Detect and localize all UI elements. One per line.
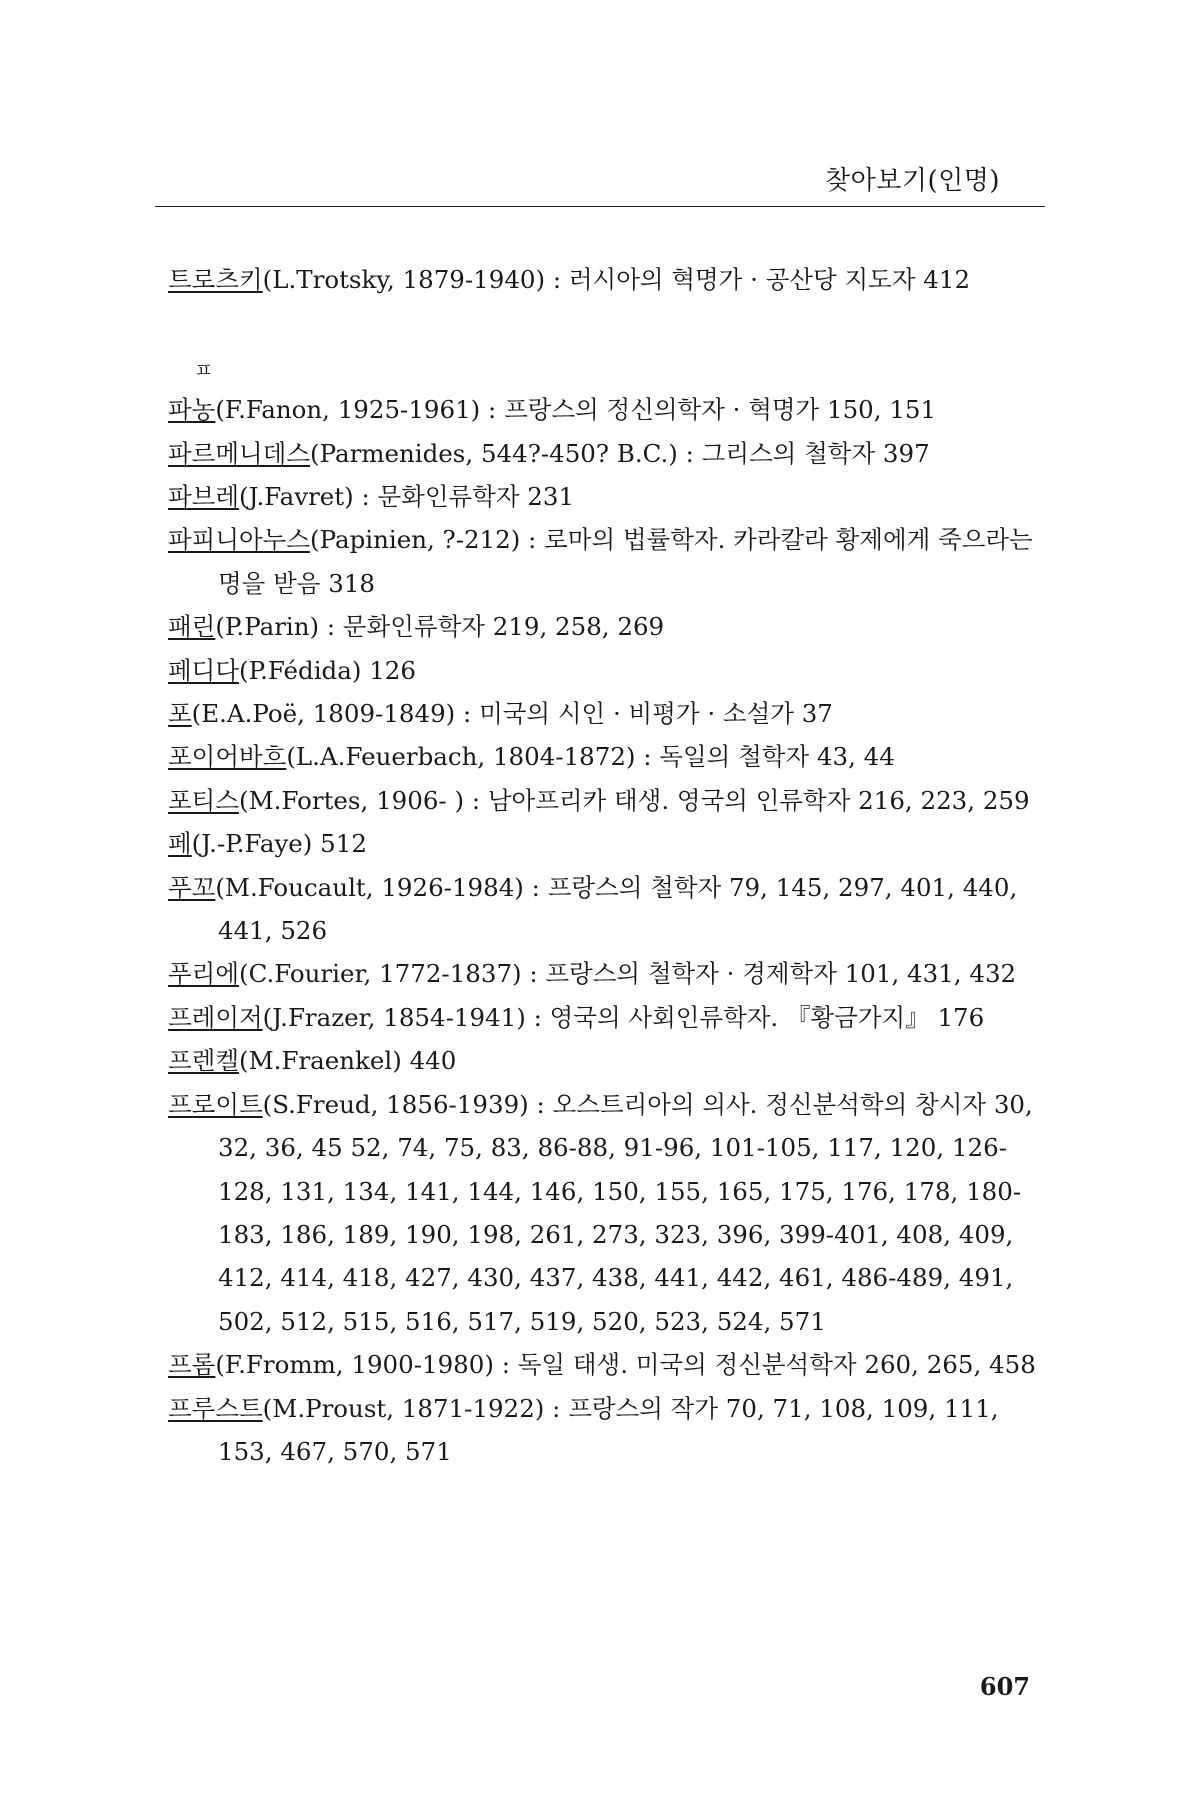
- index-entry: [168, 1039, 1048, 1082]
- index-entry: [168, 1083, 1048, 1343]
- entry-detail: (P.Fédida) 126: [239, 655, 416, 685]
- section-letter: ㅍ: [194, 357, 214, 382]
- entry-name: 프루스트: [168, 1393, 263, 1423]
- entry-name: 프레이저: [168, 1002, 263, 1032]
- index-entry: [168, 735, 1048, 778]
- entry-detail: (L.A.Feuerbach, 1804-1872) : 독일의 철학자 43, 44: [286, 742, 895, 772]
- index-entry: [168, 866, 1048, 953]
- index-entry: [168, 432, 1048, 475]
- index-entry: [168, 1343, 1048, 1386]
- entry-detail: (M.Fraenkel) 440: [239, 1046, 457, 1076]
- index-entry: [168, 605, 1048, 648]
- entry-name: 파농: [168, 395, 216, 425]
- index-entry: [168, 475, 1048, 518]
- entry-detail: (J.-P.Faye) 512: [191, 829, 367, 859]
- running-title: 찾아보기(인명): [825, 166, 1000, 196]
- entry-name: 푸꼬: [168, 872, 216, 902]
- blank-line: [168, 301, 1048, 344]
- index-entry: [168, 692, 1048, 735]
- entry-name: 페디다: [168, 655, 240, 685]
- entry-detail: (Papinien, ?-212) : 로마의 법률학자. 카라칼라 황제에게 죽으라는 명을 받음 318: [218, 525, 1033, 598]
- entry-name: 프롬: [168, 1350, 216, 1380]
- index-entry: [168, 649, 1048, 692]
- header-rule: [155, 206, 1045, 207]
- entry-name: 프로이트: [168, 1089, 263, 1119]
- entry-detail: (C.Fourier, 1772-1837) : 프랑스의 철학자 · 경제학자 101, 431, 432: [239, 959, 1017, 989]
- index-entry: [168, 952, 1048, 995]
- index-entry: [168, 388, 1048, 431]
- entry-name: 페: [168, 829, 192, 859]
- index-entry: [168, 258, 1048, 301]
- entry-name: 트로츠키: [168, 265, 263, 294]
- index-entry: [168, 779, 1048, 822]
- index-entry: [168, 518, 1048, 605]
- index-entry: [168, 822, 1048, 865]
- index-entry: [168, 996, 1048, 1039]
- entry-name: 패린: [168, 612, 216, 642]
- entry-name: 프렌켈: [168, 1046, 240, 1076]
- entry-name: 파피니아누스: [168, 525, 311, 555]
- entry-detail: (Parmenides, 544?-450? B.C.) : 그리스의 철학자 397: [310, 438, 930, 468]
- entry-detail: (J.Frazer, 1854-1941) : 영국의 사회인류학자. 『황금가지』 176: [262, 1002, 985, 1032]
- page-number: 607: [979, 1672, 1030, 1701]
- entry-detail: (J.Favret) : 문화인류학자 231: [239, 482, 575, 511]
- entry-detail: (L.Trotsky, 1879-1940) : 러시아의 혁명가 · 공산당 지도자 412: [262, 265, 971, 294]
- entry-name: 포이어바흐: [168, 742, 287, 772]
- index-entry: [168, 1387, 1048, 1474]
- entry-detail: (E.A.Poë, 1809-1849) : 미국의 시인 · 비평가 · 소설가 37: [191, 699, 833, 729]
- entry-detail: (F.Fanon, 1925-1961) : 프랑스의 정신의학자 · 혁명가 150, 151: [215, 395, 937, 425]
- entry-name: 푸리에: [168, 959, 240, 989]
- entry-detail: (S.Freud, 1856-1939) : 오스트리아의 의사. 정신분석학의 창시자 30, 32, 36, 45 52, 74, 75, 83, 86-88, 91-96, 101-105, 117, 120, 126-128, 131, 134, 141, 144, 146, 150, 155, 165, 175, 176, 178, 180-183, 186, 189, 190, 198, 261, 273, 323, 396, 399-401, 408, 409, 412, 414, 418, 427, 430, 437, 438, 441, 442, 461, 486-489, 491, 502, 512, 515, 516, 517, 519, 520, 523, 524, 571: [218, 1089, 1033, 1336]
- entry-detail: (F.Fromm, 1900-1980) : 독일 태생. 미국의 정신분석학자 260, 265, 458: [215, 1350, 1036, 1380]
- entry-name: 포: [168, 699, 192, 729]
- entry-name: 파르메니데스: [168, 438, 311, 468]
- entry-name: 포티스: [168, 785, 240, 815]
- index-list: [168, 258, 1048, 1473]
- entry-name: 파브레: [168, 482, 240, 511]
- entry-detail: (P.Parin) : 문화인류학자 219, 258, 269: [215, 612, 665, 642]
- entry-detail: (M.Proust, 1871-1922) : 프랑스의 작가 70, 71, 108, 109, 111, 153, 467, 570, 571: [218, 1393, 999, 1466]
- entry-detail: (M.Fortes, 1906- ) : 남아프리카 태생. 영국의 인류학자 216, 223, 259: [239, 785, 1030, 815]
- entry-detail: (M.Foucault, 1926-1984) : 프랑스의 철학자 79, 145, 297, 401, 440, 441, 526: [215, 872, 1018, 946]
